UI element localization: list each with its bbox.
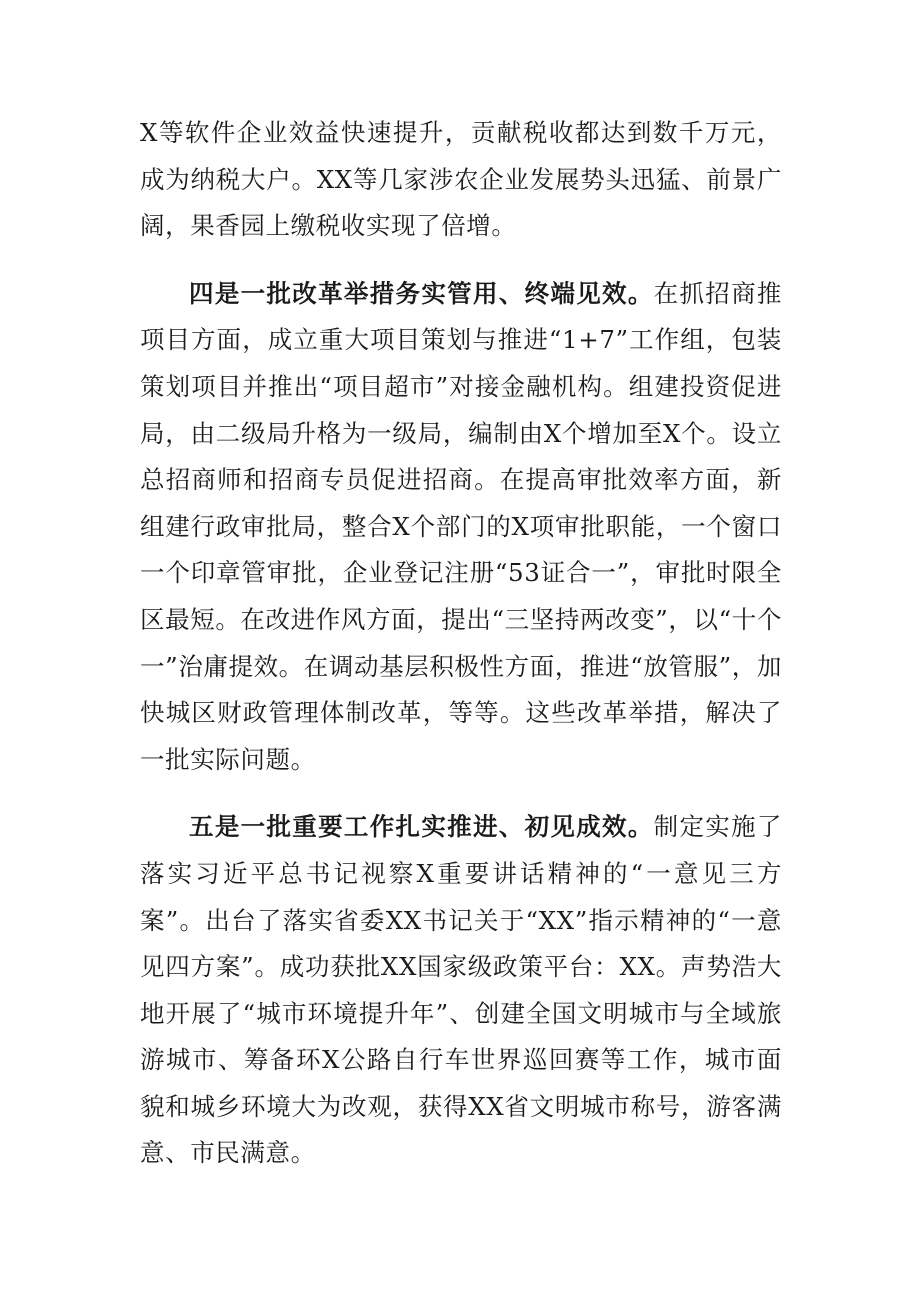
paragraph-key-work [140, 804, 782, 1177]
paragraph-lead-heading: 四是一批改革举措务实管用、终端见效。 [189, 278, 654, 308]
document-page [140, 110, 782, 1177]
paragraph-body: 在抓招商推项目方面，成立重大项目策划与推进“1+7”工作组，包装策划项目并推出“项目超市”对接金融机构。组建投资促进局，由二级局升格为一级局，编制由X个增加至X个。设立总招商师和招商专员促进招商。在提高审批效率方面，新组建行政审批局，整合X个部门的X项审批职能，一个窗口一个印章管审批，企业登记注册“53证合一”，审批时限全区最短。在改进作风方面，提出“三坚持两改变”，以“十个一”治庸提效。在调动基层积极性方面，推进“放管服”，加快城区财政管理体制改革，等等。这些改革举措，解决了一批实际问题。 [140, 278, 782, 774]
paragraph-lead-heading: 五是一批重要工作扎实推进、初见成效。 [189, 812, 654, 842]
paragraph-continuation [140, 110, 782, 250]
paragraph-reform-measures [140, 271, 782, 784]
paragraph-body: X等软件企业效益快速提升，贡献税收都达到数千万元，成为纳税大户。XX等几家涉农企业发展势头迅猛、前景广阔，果香园上缴税收实现了倍增。 [140, 118, 782, 241]
paragraph-body: 制定实施了落实习近平总书记视察X重要讲话精神的“一意见三方案”。出台了落实省委XX书记关于“XX”指示精神的“一意见四方案”。成功获批XX国家级政策平台：XX。声势浩大地开展了“城市环境提升年”、创建全国文明城市与全域旅游城市、筹备环X公路自行车世界巡回赛等工作，城市面貌和城乡环境大为改观，获得XX省文明城市称号，游客满意、市民满意。 [140, 812, 782, 1168]
